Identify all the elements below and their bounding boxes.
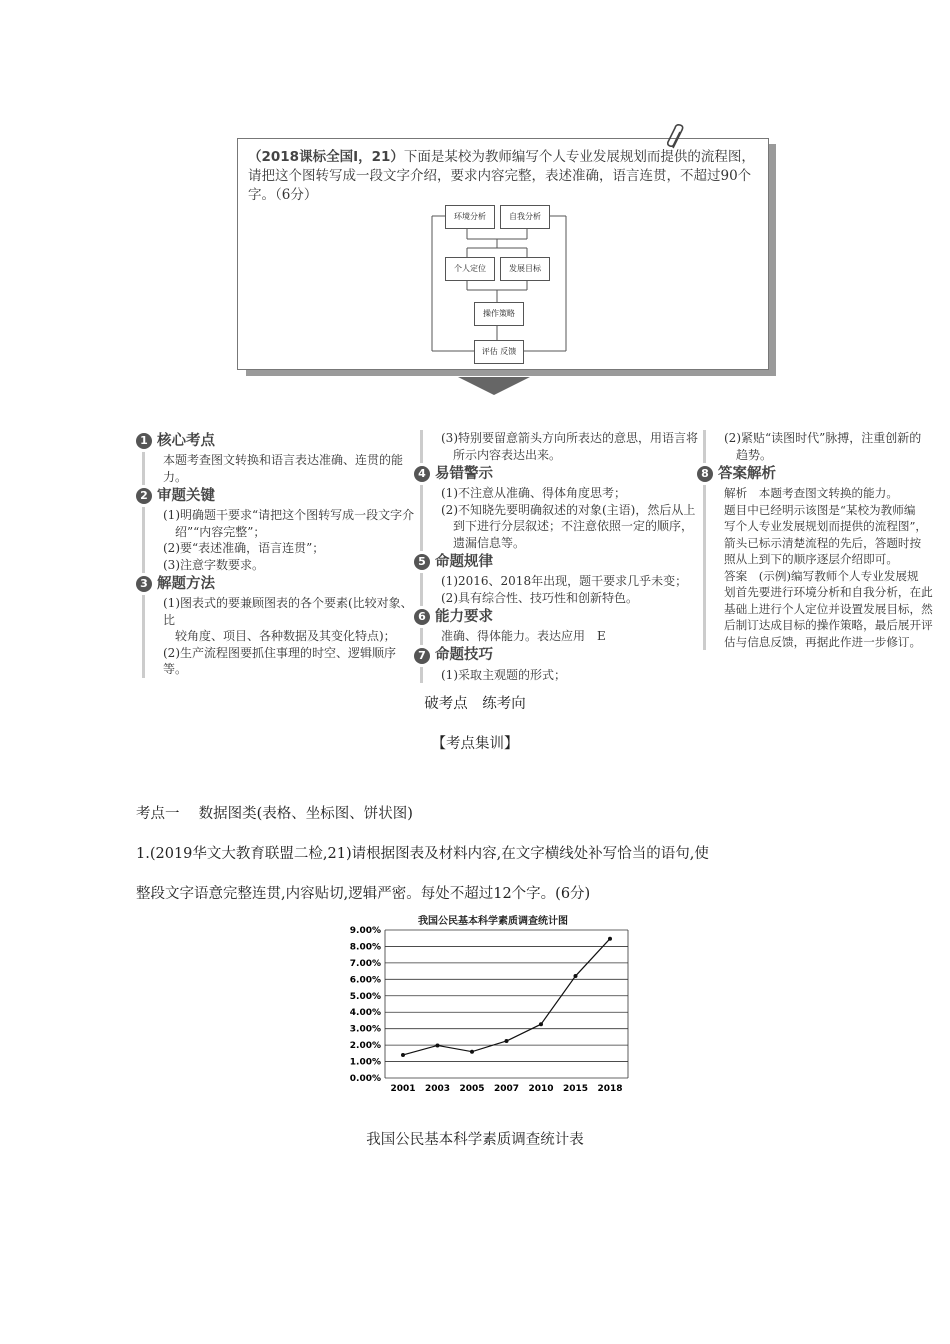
section-number: 8 xyxy=(697,466,713,482)
section-technique xyxy=(414,646,704,684)
x-tick-label: 2010 xyxy=(528,1084,554,1094)
section-line: (2)紧贴“读图时代”脉搏，注重创新的 xyxy=(724,431,922,445)
analysis-col-3 xyxy=(697,430,942,650)
section-line: (1)明确题干要求“请把这个图转写成一段文字介 xyxy=(163,508,415,522)
flow-node-strategy: 操作策略 xyxy=(474,302,524,326)
section-line: 本题考查图文转换和语言表达准确、连贯的能力。 xyxy=(163,453,404,484)
y-tick-label: 0.00% xyxy=(349,1074,381,1084)
section-method xyxy=(136,574,416,678)
section-mistakes xyxy=(414,464,704,551)
flow-node-goals: 发展目标 xyxy=(500,257,550,281)
section-line: 解析 本题考查图文转换的能力。 xyxy=(724,486,898,500)
chart-title: 我国公民基本科学素质调查统计图 xyxy=(418,916,568,927)
section-number: 7 xyxy=(414,648,430,664)
heading-practice: 破考点 练考向 xyxy=(424,696,526,712)
kaodian-label: 考点一 数据图类(表格、坐标图、饼状图) xyxy=(136,806,413,822)
section-title: 易错警示 xyxy=(435,465,493,482)
section-line: (1)图表式的要兼顾图表的各个要素(比较对象、比 xyxy=(163,596,413,627)
question-body: 下面是某校为教师编写个人专业发展规划而提供的流程图，请把这个图转写成一段文字介绍，要求内容完整，表述准确，语言连贯，不超过90个字。（6分） xyxy=(248,149,755,203)
x-tick-label: 2003 xyxy=(424,1084,451,1094)
section-line: 基础上进行个人定位并设置发展目标，然 xyxy=(724,601,933,616)
section-line: 箭头已标示清楚流程的先后，答题时按 xyxy=(724,535,922,550)
section-line: (1)采取主观题的形式； xyxy=(441,667,566,682)
section-number: 3 xyxy=(136,576,152,592)
section-line: 照从上到下的顺序逐层介绍即可。 xyxy=(724,552,898,566)
y-tick-label: 9.00% xyxy=(349,926,381,936)
data-point xyxy=(608,937,612,941)
heading-training: 【考点集训】 xyxy=(431,736,519,752)
section-number: 1 xyxy=(136,433,152,449)
series-line xyxy=(403,939,610,1055)
y-tick-label: 2.00% xyxy=(349,1041,381,1052)
chart-caption: 我国公民基本科学素质调查统计表 xyxy=(366,1132,584,1148)
y-tick-label: 6.00% xyxy=(349,975,381,986)
section-title: 解题方法 xyxy=(157,575,215,592)
section-number: 2 xyxy=(136,488,152,504)
section-line: 趋势。 xyxy=(736,447,773,462)
section-line: (2)具有综合性、技巧性和创新特色。 xyxy=(441,590,638,605)
question-source: （2018课标全国Ⅰ，21） xyxy=(248,149,404,165)
question-1-line2: 整段文字语意完整连贯,内容贴切,逻辑严密。每处不超过12个字。(6分) xyxy=(136,886,591,902)
section-line: (1)不注意从准确、得体角度思考； xyxy=(441,486,626,500)
section-title: 命题规律 xyxy=(435,553,493,570)
section-line: 绍”“内容完整”； xyxy=(175,524,266,539)
section-line: 后制订达成目标的操作策略，最后展开评 xyxy=(724,618,933,632)
section-title: 命题技巧 xyxy=(435,647,493,664)
section-line: (2)要“表述准确，语言连贯”； xyxy=(163,541,325,555)
y-tick-label: 8.00% xyxy=(349,942,381,953)
section-number: 4 xyxy=(414,466,430,482)
flow-node-feedback: 评估 反馈 xyxy=(474,340,524,364)
y-tick-label: 4.00% xyxy=(349,1008,381,1019)
section-line: (3)特别要留意箭头方向所表达的意思，用语言将 xyxy=(441,431,698,445)
down-arrow-icon xyxy=(458,377,530,395)
section-line: (3)注意字数要求。 xyxy=(163,557,264,572)
section-title: 审题关键 xyxy=(157,487,215,504)
section-line: 准确、得体能力。表达应用 E xyxy=(441,629,606,643)
section-line: 估与信息反馈，再据此作进一步修订。 xyxy=(724,634,922,649)
section-title: 答案解析 xyxy=(718,465,776,482)
section-line: 答案 (示例)编写教师个人专业发展规 xyxy=(724,568,919,583)
section-number: 6 xyxy=(414,609,430,625)
data-point xyxy=(436,1043,440,1047)
data-point xyxy=(401,1053,405,1057)
x-tick-label: 2015 xyxy=(562,1084,589,1094)
analysis-col-2 xyxy=(414,430,704,683)
section-line: 划首先要进行环境分析和自我分析，在此 xyxy=(724,585,933,599)
x-tick-label: 2018 xyxy=(597,1084,623,1094)
y-tick-label: 3.00% xyxy=(349,1024,381,1035)
paperclip-icon xyxy=(667,124,687,150)
y-tick-label: 7.00% xyxy=(349,958,381,969)
line-chart xyxy=(345,912,635,1095)
section-line: 较角度、项目、各种数据及其变化特点)； xyxy=(175,629,396,643)
data-point xyxy=(539,1022,543,1026)
chart-container xyxy=(345,912,635,1095)
section-number: 5 xyxy=(414,554,430,570)
question-1-line1: 1.(2019华文大教育联盟二检,21)请根据图表及材料内容,在文字横线处补写恰当的语句,使 xyxy=(136,846,709,862)
flow-node-positioning: 个人定位 xyxy=(445,257,495,281)
section-line: 所示内容表达出来。 xyxy=(453,447,562,462)
section-ability xyxy=(414,607,704,645)
x-tick-label: 2005 xyxy=(459,1084,485,1094)
section-review xyxy=(136,486,416,573)
y-tick-label: 5.00% xyxy=(349,991,381,1002)
section-title: 核心考点 xyxy=(157,432,215,449)
section-line: (2)不知晓先要明确叙述的对象(主语)，然后从上 xyxy=(441,502,696,517)
section-line: 写个人专业发展规划而提供的流程图”， xyxy=(724,519,928,533)
flow-node-self: 自我分析 xyxy=(500,205,550,229)
section-core xyxy=(136,431,416,485)
section-title: 能力要求 xyxy=(435,608,493,625)
section-answer xyxy=(697,464,942,650)
section-line: 到下进行分层叙述；不注意依照一定的顺序， xyxy=(453,519,694,533)
section-line: (1)2016、2018年出现，题干要求几乎未变； xyxy=(441,574,688,588)
x-tick-label: 2001 xyxy=(390,1084,416,1094)
question-text xyxy=(248,148,758,205)
flow-node-environment: 环境分析 xyxy=(445,205,495,229)
section-line: 遗漏信息等。 xyxy=(453,535,526,550)
x-tick-label: 2007 xyxy=(493,1084,520,1094)
section-line: (2)生产流程图要抓住事理的时空、逻辑顺序等。 xyxy=(163,645,396,676)
data-point xyxy=(574,974,578,978)
data-point xyxy=(505,1039,509,1043)
analysis-col-1 xyxy=(136,430,416,678)
section-pattern xyxy=(414,552,704,606)
y-tick-label: 1.00% xyxy=(349,1057,381,1068)
section-line: 题目中已经明示该图是“某校为教师编 xyxy=(724,502,916,517)
data-point xyxy=(470,1050,474,1054)
